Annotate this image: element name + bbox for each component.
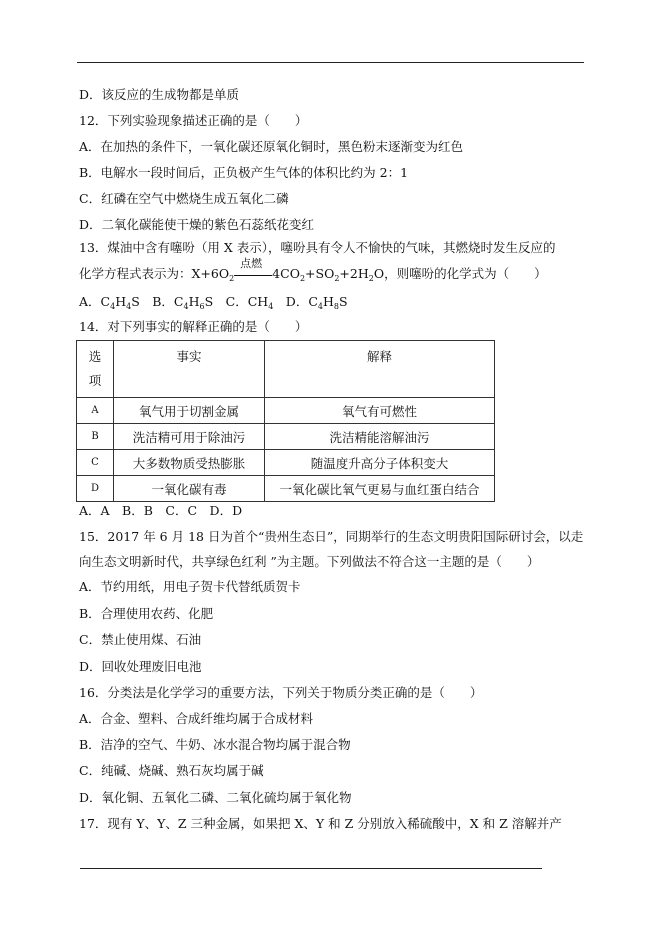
q14-options: A．A B．B C．C D．D (79, 503, 243, 518)
reaction-condition: 点燃 (240, 257, 263, 270)
q15-option-c: C．禁止使用煤、石油 (79, 632, 202, 647)
table-row: A 氧气用于切割金属 氧气有可燃性 (77, 398, 495, 424)
reaction-arrow (234, 257, 272, 282)
table-row: D 一氧化碳有毒 一氧化碳比氧气更易与血红蛋白结合 (77, 476, 495, 502)
q12-option-d: D．二氧化碳能使干燥的紫色石蕊纸花变红 (79, 217, 315, 232)
q16-stem: 16．分类法是化学学习的重要方法，下列关于物质分类正确的是（ ） (79, 685, 483, 700)
q14-table (76, 340, 495, 502)
q13-stem: 13．煤油中含有噻吩（用 X 表示），噻吩具有令人不愉快的气味，其燃烧时发生反应的 (79, 240, 556, 255)
footer-rule (80, 868, 542, 869)
q12-option-c: C．红磷在空气中燃烧生成五氧化二磷 (79, 191, 289, 206)
q14-stem: 14．对下列事实的解释正确的是（ ） (79, 319, 308, 334)
q15-option-d: D．回收处理废旧电池 (79, 659, 202, 674)
q16-option-d: D．氧化铜、五氧化二磷、二氧化硫均属于氧化物 (79, 790, 352, 805)
q16-option-b: B．洁净的空气、牛奶、冰水混合物均属于混合物 (79, 737, 351, 752)
q12-stem: 12．下列实验现象描述正确的是（ ） (79, 113, 308, 128)
table-header-row (77, 341, 495, 398)
q16-option-c: C．纯碱、烧碱、熟石灰均属于碱 (79, 763, 264, 778)
header-option: 选 项 (77, 341, 114, 398)
q11-option-d: D．该反应的生成物都是单质 (79, 87, 240, 102)
table-row: B 洗洁精可用于除油污 洗洁精能溶解油污 (77, 424, 495, 450)
q15-option-a: A．节约用纸，用电子贺卡代替纸质贺卡 (79, 579, 301, 594)
q12-option-b: B．电解水一段时间后，正负极产生气体的体积比约为 2：1 (79, 165, 409, 180)
q17-stem: 17．现有 Y、Y、Z 三种金属，如果把 X、Y 和 Z 分别放入稀硫酸中，X 和 Z 溶解并产 (79, 816, 562, 831)
q15-stem-2: 向生态文明新时代，共享绿色红利 ”为主题。下列做法不符合这一主题的是（ ） (79, 554, 540, 569)
q16-option-a: A．合金、塑料、合成纤维均属于合成材料 (79, 711, 314, 726)
header-explanation: 解释 (265, 341, 495, 398)
table-row: C 大多数物质受热膨胀 随温度升高分子体积变大 (77, 450, 495, 476)
q13-equation: 化学方程式表示为：$X+6O_2$ 点燃 $4CO_2+SO_2+2H_2O$，则噻吩的化学式为（ ） (79, 257, 547, 283)
q13-options: A．$C_4H_4S$ B．$C_4H_6S$ C．$CH_4$ D．$C_4H_8S$ (79, 294, 348, 311)
q12-option-a: A．在加热的条件下，一氧化碳还原氧化铜时，黑色粉末逐渐变为红色 (79, 139, 464, 154)
q15-stem-1: 15．2017 年 6 月 18 日为首个“贵州生态日”，同期举行的生态文明贵阳国际研讨会，以走 (79, 529, 584, 544)
header-rule (77, 62, 584, 63)
q15-option-b: B．合理使用农药、化肥 (79, 606, 214, 621)
header-fact: 事实 (114, 341, 265, 398)
